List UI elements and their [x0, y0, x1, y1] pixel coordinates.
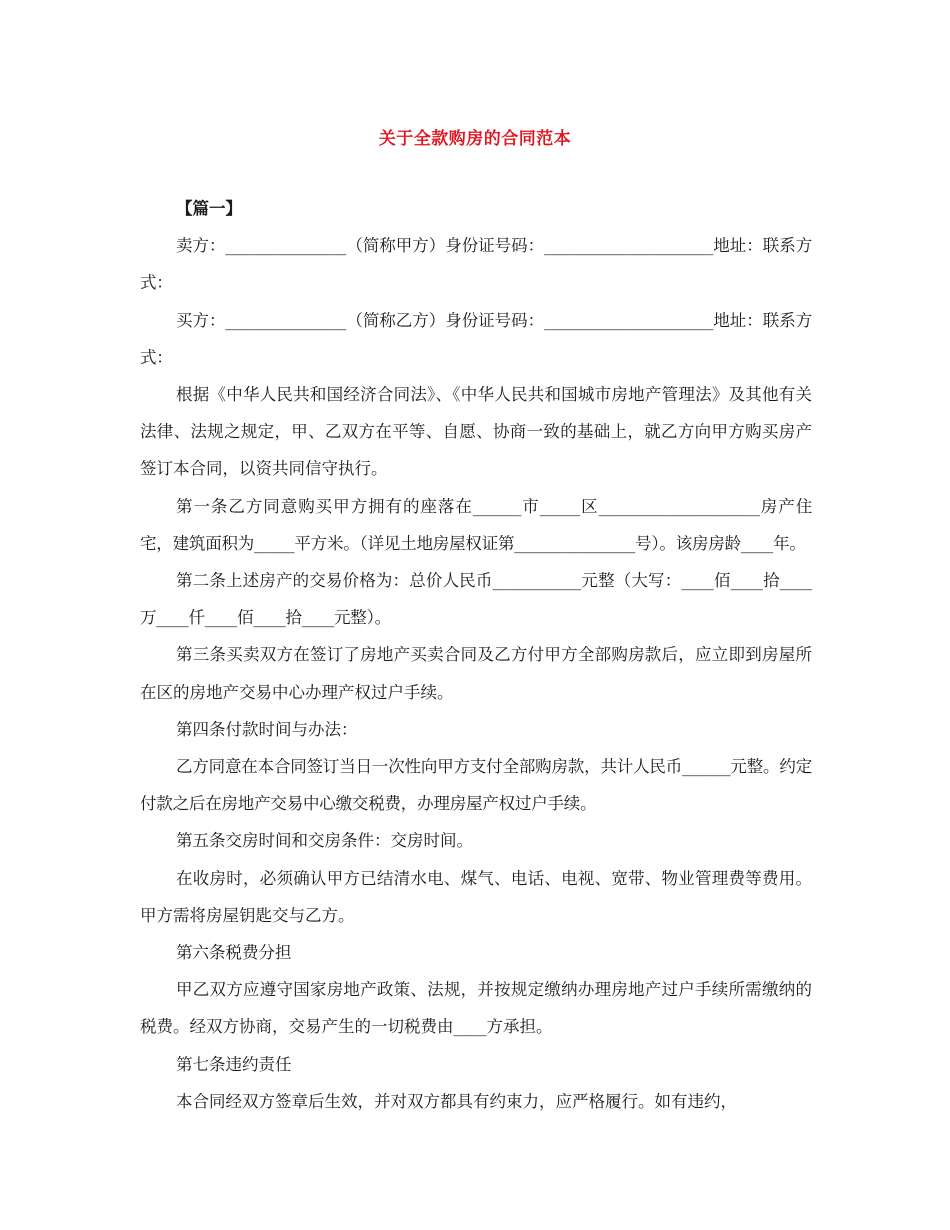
article-1-paragraph: 第一条乙方同意购买甲方拥有的座落在______市_____区____________________房产住宅，建筑面积为_____平方米。（详见土地房屋权证第_______________号）。该房房龄____年。	[140, 496, 812, 553]
document-title: 关于全款购房的合同范本	[378, 129, 572, 149]
article-3-paragraph: 第三条买卖双方在签订了房地产买卖合同及乙方付甲方全部购房款后，应立即到房屋所在区的房地产交易中心办理产权过户手续。	[140, 645, 812, 702]
seller-info-paragraph: 卖方：_______________（简称甲方）身份证号码：_____________________地址：联系方式：	[140, 236, 812, 293]
article-4-heading: 第四条付款时间与办法：	[176, 719, 358, 739]
article-5-paragraph: 在收房时，必须确认甲方已结清水电、煤气、电话、电视、宽带、物业管理费等费用。甲方需将房屋钥匙交与乙方。	[140, 868, 812, 925]
article-7-paragraph: 本合同经双方签章后生效，并对双方都具有约束力，应严格履行。如有违约，	[176, 1091, 737, 1111]
buyer-info-paragraph: 买方：_______________（简称乙方）身份证号码：_____________________地址：联系方式：	[140, 310, 812, 367]
article-5-heading: 第五条交房时间和交房条件：交房时间。	[176, 831, 473, 851]
preamble-paragraph: 根据《中华人民共和国经济合同法》、《中华人民共和国城市房地产管理法》及其他有关法律、法规之规定，甲、乙双方在平等、自愿、协商一致的基础上，就乙方向甲方购买房产签订本合同，以资共同信守执行。	[140, 385, 812, 479]
article-4-paragraph: 乙方同意在本合同签订当日一次性向甲方支付全部购房款，共计人民币______元整。约定付款之后在房地产交易中心缴交税费，办理房屋产权过户手续。	[140, 757, 812, 814]
article-2-paragraph: 第二条上述房产的交易价格为：总价人民币___________元整（大写：____佰____拾____万____仟____佰____拾____元整）。	[140, 571, 812, 628]
article-6-paragraph: 甲乙双方应遵守国家房地产政策、法规，并按规定缴纳办理房地产过户手续所需缴纳的税费。经双方协商，交易产生的一切税费由____方承担。	[140, 980, 812, 1037]
article-6-heading: 第六条税费分担	[176, 943, 292, 963]
article-7-heading: 第七条违约责任	[176, 1054, 292, 1074]
section-heading: 【篇一】	[176, 199, 242, 218]
document-body	[140, 190, 812, 1120]
